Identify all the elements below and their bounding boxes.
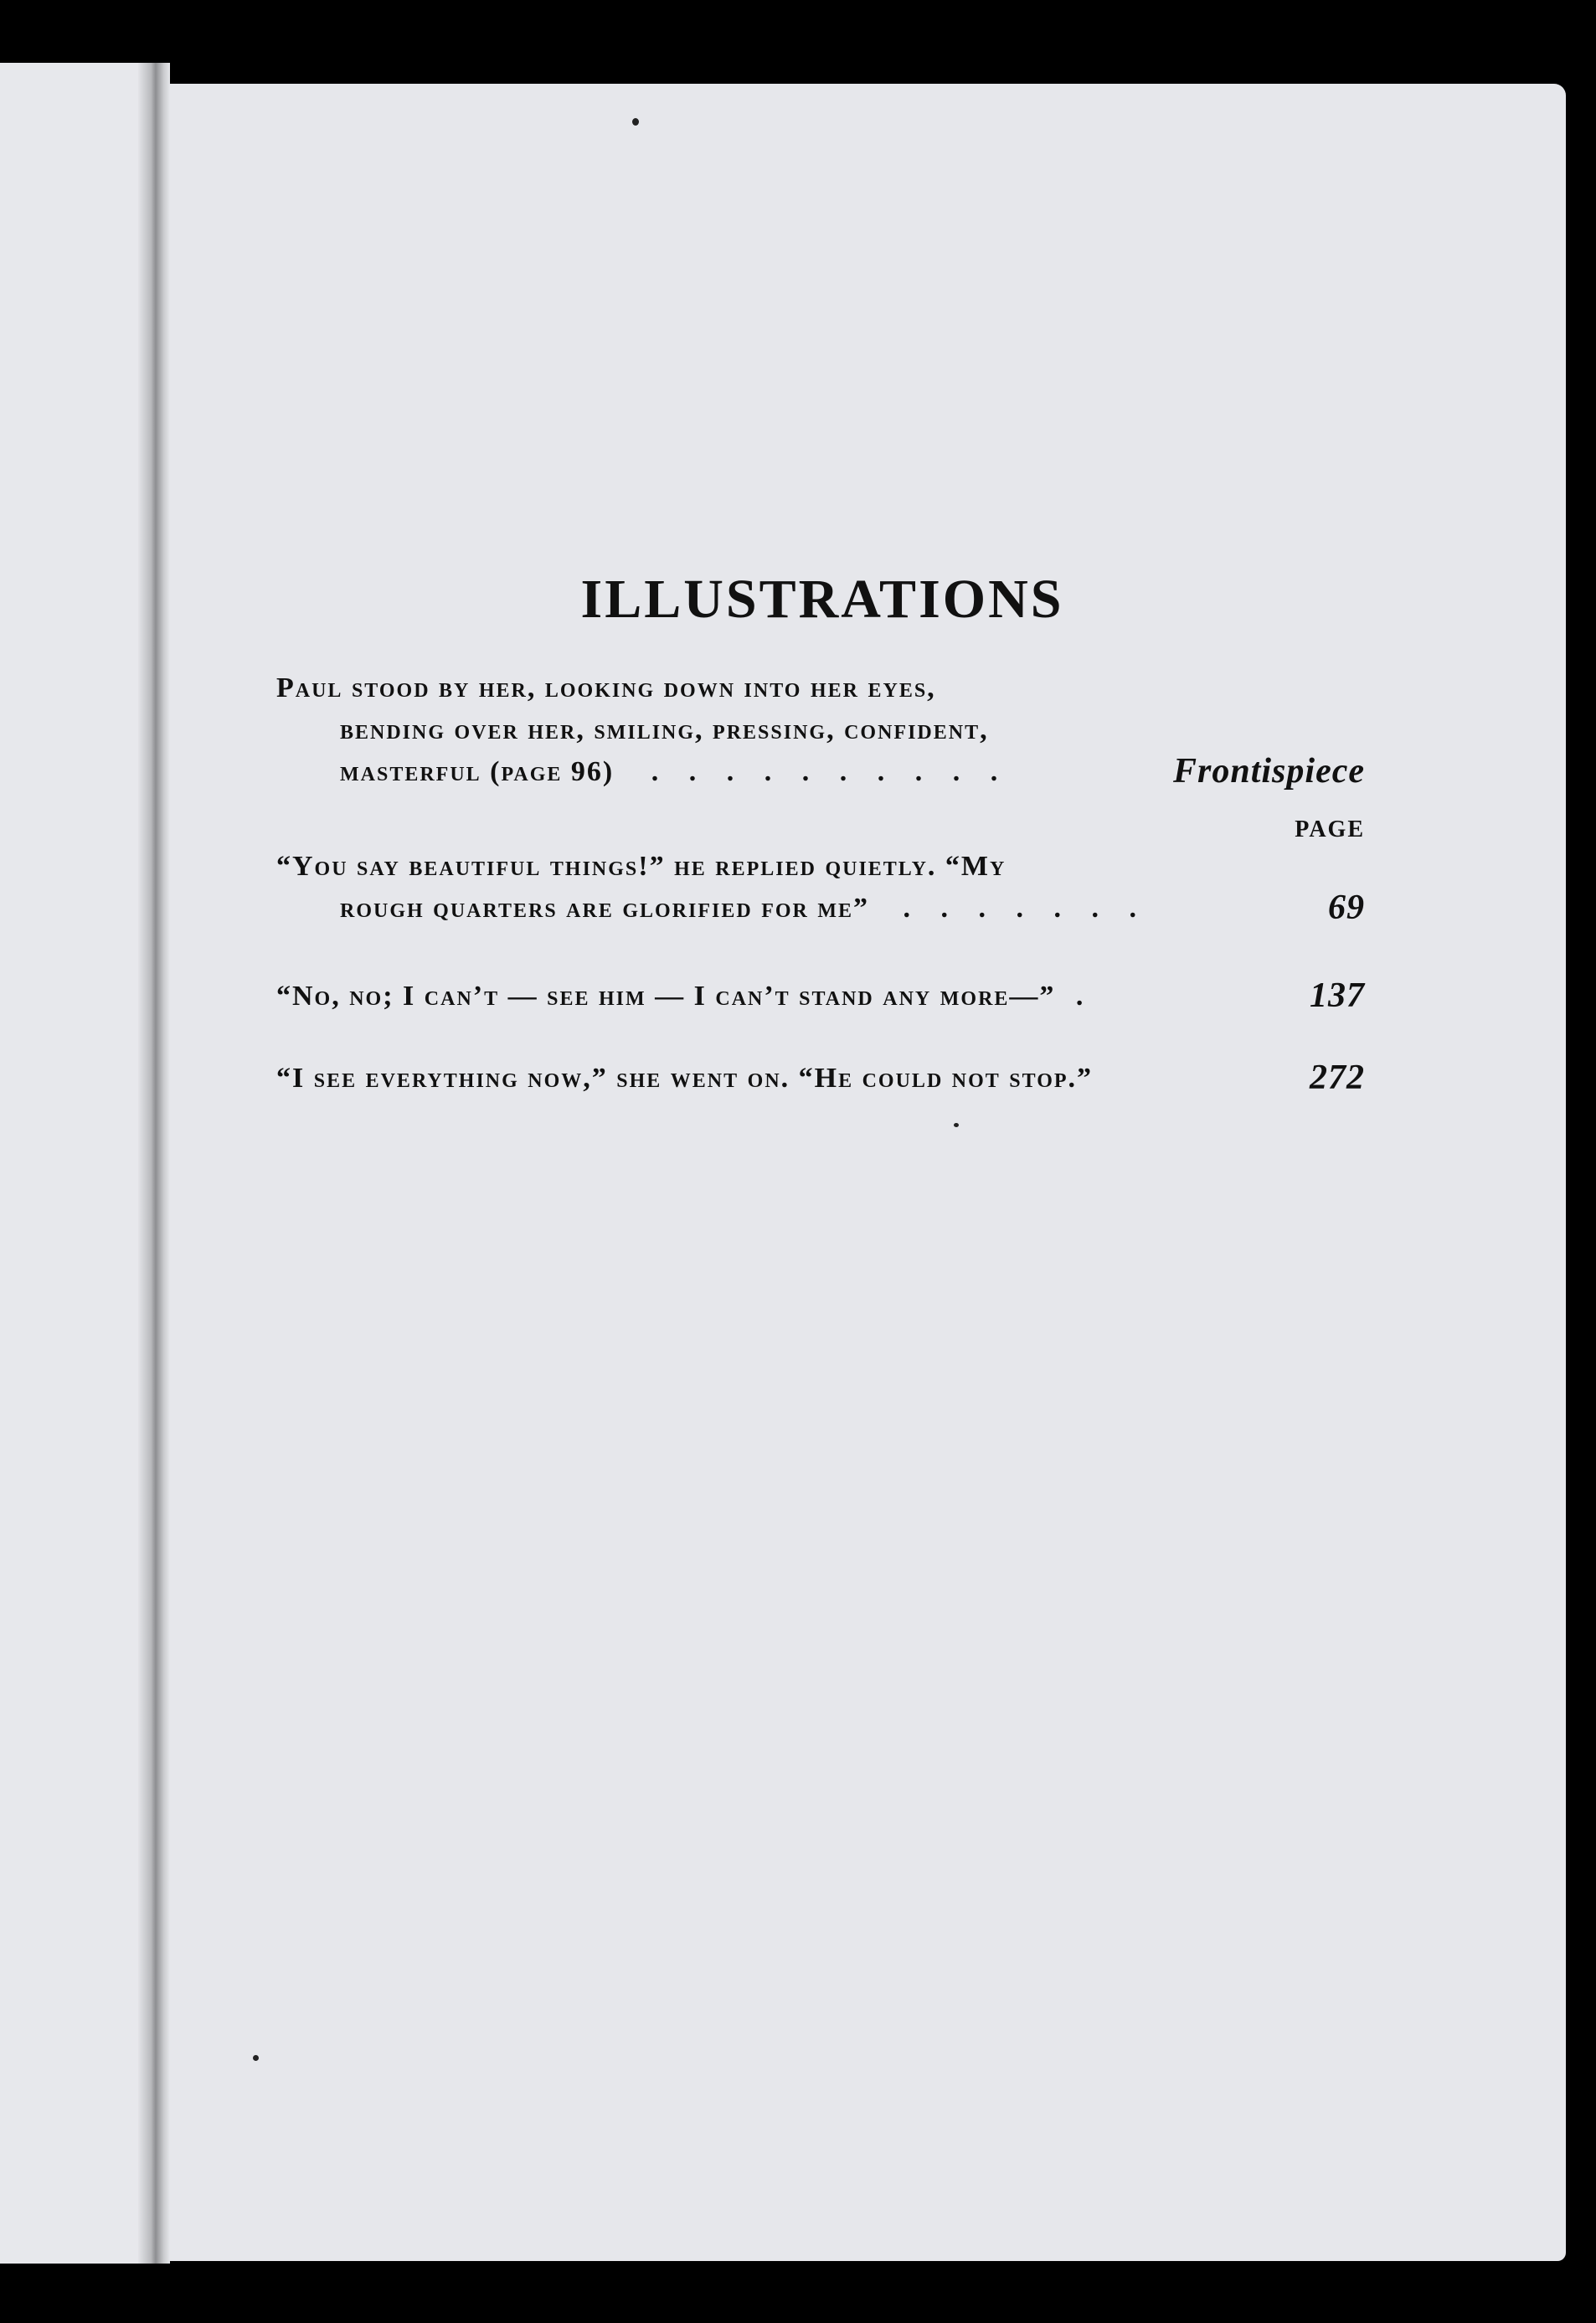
entry-line: [276, 888, 1365, 930]
entry-caption: “I see everything now,” she went on. “He could not stop.”: [276, 1063, 1094, 1094]
entry-page-number: 272: [1310, 1058, 1365, 1097]
page-title: ILLUSTRATIONS: [580, 569, 1064, 630]
entry-page-number: Frontispiece: [1173, 752, 1365, 791]
entry-page-number: 137: [1310, 976, 1365, 1015]
scan-speck: [632, 118, 639, 126]
entry-line: [276, 976, 1365, 1017]
illustration-entry: [276, 976, 1365, 1017]
page-gutter: [138, 63, 170, 2264]
entry-caption-end: masterful (page 96): [340, 756, 615, 787]
previous-page-edge: [0, 63, 159, 2264]
scan-speck: [954, 1123, 959, 1127]
entry-line: Paul stood by her, looking down into her eyes,: [276, 672, 936, 703]
dot-leader: . . . . . . .: [903, 893, 1149, 924]
entry-page-number: 69: [1328, 889, 1365, 927]
page-column-label: PAGE: [1295, 816, 1365, 842]
book-page: [159, 84, 1566, 2261]
dot-leader: . . . . . . . . . .: [651, 756, 1010, 787]
entry-caption-end: rough quarters are glorified for me”: [340, 893, 870, 924]
dot-leader: .: [1075, 981, 1095, 1012]
entry-line: [276, 1058, 1365, 1100]
entry-line: “You say beautiful things!” he replied quietly. “My: [276, 851, 1007, 882]
scan-speck: [253, 2055, 259, 2061]
entry-caption: “No, no; I can’t — see him — I can’t stand any more—”: [276, 981, 1056, 1012]
illustration-entry: [276, 1058, 1365, 1100]
illustration-entry: [276, 846, 1365, 930]
illustration-entry: [276, 667, 1365, 793]
entry-line: bending over her, smiling, pressing, confident,: [340, 714, 989, 745]
